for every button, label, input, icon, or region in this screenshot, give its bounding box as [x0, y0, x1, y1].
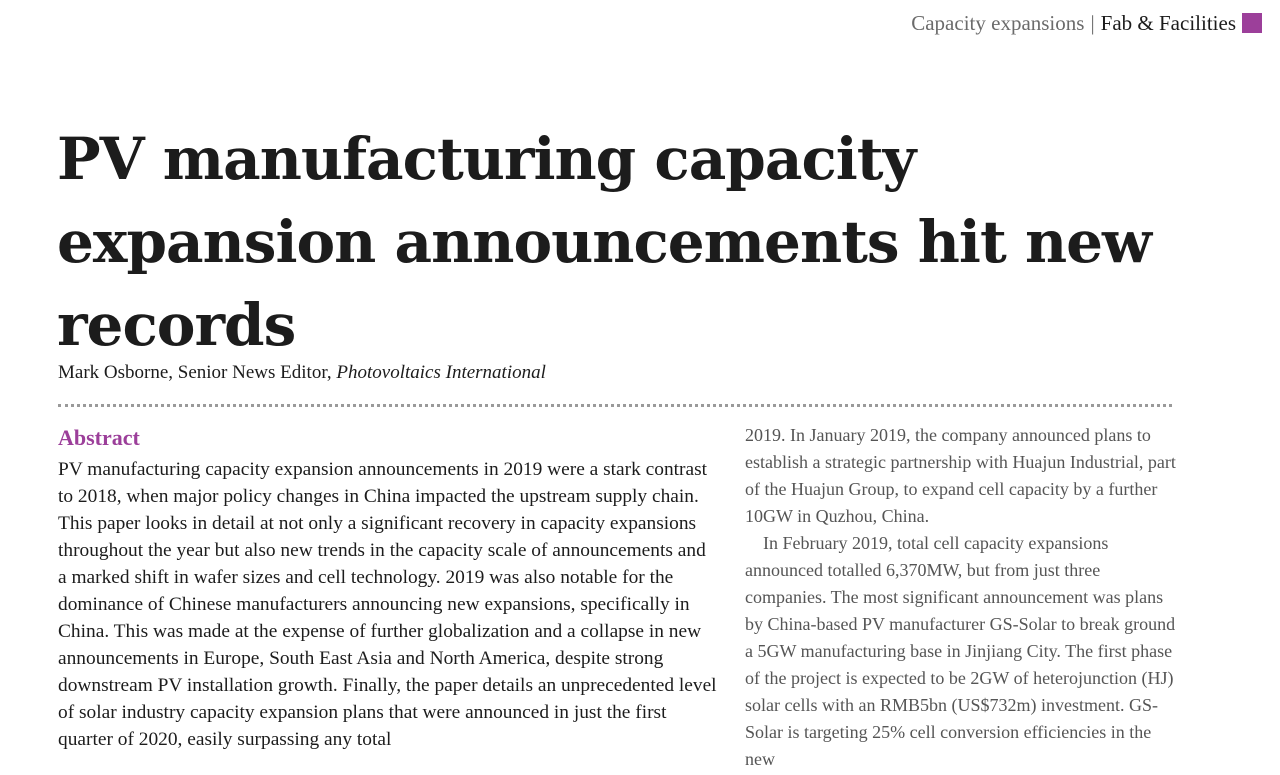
body-paragraph-2: In February 2019, total cell capacity expansions announced totalled 6,370MW, but from just three companies. The most significant announcement was plans by China-based PV manufacturer GS-Solar to break ground a 5GW manufacturing base in Jinjiang City. The first phase of the project is expected to be 2GW of heterojunction (HJ) solar cells with an RMB5bn (US$732m) investment. GS-Solar is targeting 25% cell conversion efficiencies in the new	[745, 533, 1176, 769]
author-name: Mark Osborne, Senior News Editor,	[58, 362, 332, 383]
body-column	[745, 422, 1177, 773]
body-paragraph-1: 2019. In January 2019, the company announced plans to establish a strategic partnership with Huajun Industrial, part of the Huajun Group, to expand cell capacity by a further 10GW in Quzhou, China.	[745, 425, 1176, 526]
abstract-section	[58, 424, 718, 753]
section-marker-icon	[1242, 13, 1262, 33]
dotted-divider	[58, 404, 1172, 407]
abstract-heading: Abstract	[58, 425, 140, 450]
header-section: Capacity expansions	[911, 11, 1085, 35]
abstract-text: PV manufacturing capacity expansion announcements in 2019 were a stark contrast to 2018, when major policy changes in China impacted the upstream supply chain. This paper looks in detail at not only a significant recovery in capacity expansions throughout the year but also new trends in the capacity scale of announcements and a marked shift in wafer sizes and cell technology. 2019 was also notable for the dominance of Chinese manufacturers announcing new expansions, specifically in China. This was made at the expense of further globalization and a collapse in new announcements in Europe, South East Asia and North America, despite strong downstream PV installation growth. Finally, the paper details an unprecedented level of solar industry capacity expansion plans that were announced in just the first quarter of 2020, easily surpassing any total	[58, 459, 717, 750]
running-header	[911, 10, 1262, 36]
header-separator: |	[1090, 11, 1095, 35]
publication-name: Photovoltaics International	[336, 362, 546, 383]
header-topic: Fab & Facilities	[1100, 11, 1236, 35]
article-title: PV manufacturing capacity expansion announcements hit new records	[57, 125, 1151, 359]
byline	[58, 360, 546, 386]
